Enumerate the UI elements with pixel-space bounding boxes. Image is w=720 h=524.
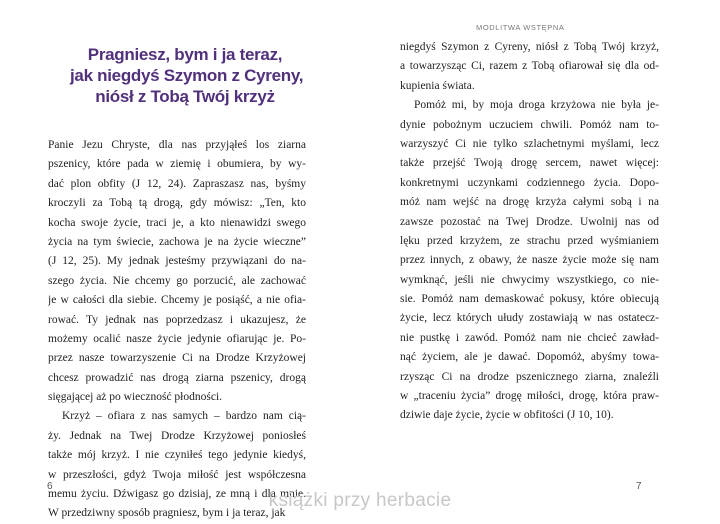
text-line: ży. Jednak na Twej Drodze Krzyżowej poniosłeś <box>48 429 306 442</box>
text-line: niegdyś Szymon z Cyreny, niósł z Tobą Twój krzyż, <box>400 41 659 53</box>
right-body-text <box>400 38 659 426</box>
text-line: kupienia świata. <box>400 79 475 92</box>
text-line: w „traceniu życia” drogę miłości, drogę, która praw- <box>400 390 659 403</box>
text-line: także mój krzyż. I nie czyniłeś tego jedynie kiedyś, <box>48 449 306 462</box>
page-number-left: 6 <box>47 481 53 492</box>
watermark: książki przy herbacie <box>268 490 452 511</box>
text-line: je w całości dla siebie. Chcemy je posiąść, a nie ofia- <box>48 294 306 307</box>
page-title <box>70 44 304 107</box>
text-line: dać plon obfity (J 12, 24). Zapraszasz nas, byśmy <box>48 177 306 190</box>
text-line: przez innych, z obawy, że nasze życie może się nam <box>400 254 659 267</box>
text-line: Panie Jezu Chryste, dla nas przyjąłeś los ziarna <box>48 139 306 151</box>
text-line: także przejść Twoją drogę sercem, nawet więcej: <box>400 157 659 170</box>
text-line: szego życia. Nie chcemy go porzucić, ale zachować <box>48 274 306 287</box>
text-line: dziwie daje życie, życie w obfitości (J 10, 10). <box>400 409 614 422</box>
title-line-1: Pragniesz, bym i ja teraz, <box>87 45 283 64</box>
text-line: memu życiu. Dźwigasz go dzisiaj, ze mną i dla mnie. <box>48 488 306 501</box>
text-line: Krzyż – ofiara z nas samych – bardzo nam cią- <box>62 410 306 423</box>
text-line: pszenicy, które pada w ziemię i obumiera, by wy- <box>48 158 306 171</box>
text-line: (J 12, 25). My jednak jesteśmy przywiązani do na- <box>48 255 306 268</box>
text-line: dynie pobożnym uczuciem chwili. Pomóż nam to- <box>400 118 659 131</box>
text-line: konkretnymi uczynkami codziennego życia. Dopo- <box>400 176 659 189</box>
text-line: przez nasze towarzyszenie Ci na Drodze Krzyżowej <box>48 352 306 365</box>
text-line: a towarzysząc Ci, razem z Tobą ofiarował się dla od- <box>400 60 659 73</box>
text-line: zawsze pozostać na Twej Drodze. Uwolnij nas od <box>400 215 659 228</box>
text-line: życie, lecz których ułudy zostawiają w nas ostatecz- <box>400 312 659 325</box>
text-line: wymknąć, jeśli nie chwycimy wszystkiego, co nie- <box>400 273 659 286</box>
text-line: warzyszyć Ci nie tylko szlachetnymi myślami, lecz <box>400 137 659 150</box>
page-number-right: 7 <box>636 481 642 492</box>
text-line: nie pustkę i zawód. Pomóż nam nie chcieć zawład- <box>400 331 659 344</box>
text-line: kroczyli za Tobą tą drogą, gdy mówisz: „Ten, kto <box>48 197 306 210</box>
text-line: rzysząc Ci na drodze pszenicznego ziarna, znaleźli <box>400 370 659 383</box>
text-line: lęku przed krzyżem, ze strachu przed wyśmianiem <box>400 234 659 247</box>
text-line: chcesz prowadzić nas drogą ziarna pszenicy, drogą <box>48 371 306 384</box>
text-line: móż nam wejść na drogę krzyża całymi sobą i na <box>400 196 659 209</box>
text-line: Pomóż mi, by moja droga krzyżowa nie była je- <box>414 99 659 112</box>
text-line: życia na tym świecie, zachowa je na życie wieczne” <box>48 235 306 248</box>
text-line: sięgającej aż po wieczność płodności. <box>48 391 223 404</box>
text-line: w przeszłości, gdyż Twoja miłość jest współczesna <box>48 468 306 481</box>
title-line-2: jak niegdyś Szymon z Cyreny, <box>70 66 304 85</box>
title-line-3: niósł z Tobą Twój krzyż <box>95 87 275 106</box>
right-page <box>360 0 720 514</box>
left-page <box>0 0 360 520</box>
text-line: nąć życiem, ale je dawać. Dopomóż, abyśmy towa- <box>400 351 659 364</box>
running-head: MODLITWA WSTĘPNA <box>476 23 565 32</box>
text-line: kocha swoje życie, traci je, a kto nienawidzi swego <box>48 216 306 229</box>
text-line: W przedziwny sposób pragniesz, bym i ja teraz, jak <box>48 507 286 520</box>
text-line: sie. Pomóż nam demaskować pokusy, które obiecują <box>400 293 659 306</box>
left-body-text <box>48 136 306 524</box>
text-line: możemy ocalić nasze życie jedynie ofiarując je. Po- <box>48 332 306 345</box>
text-line: rować. Ty jednak nas poprzedzasz i ukazujesz, że <box>48 313 306 326</box>
